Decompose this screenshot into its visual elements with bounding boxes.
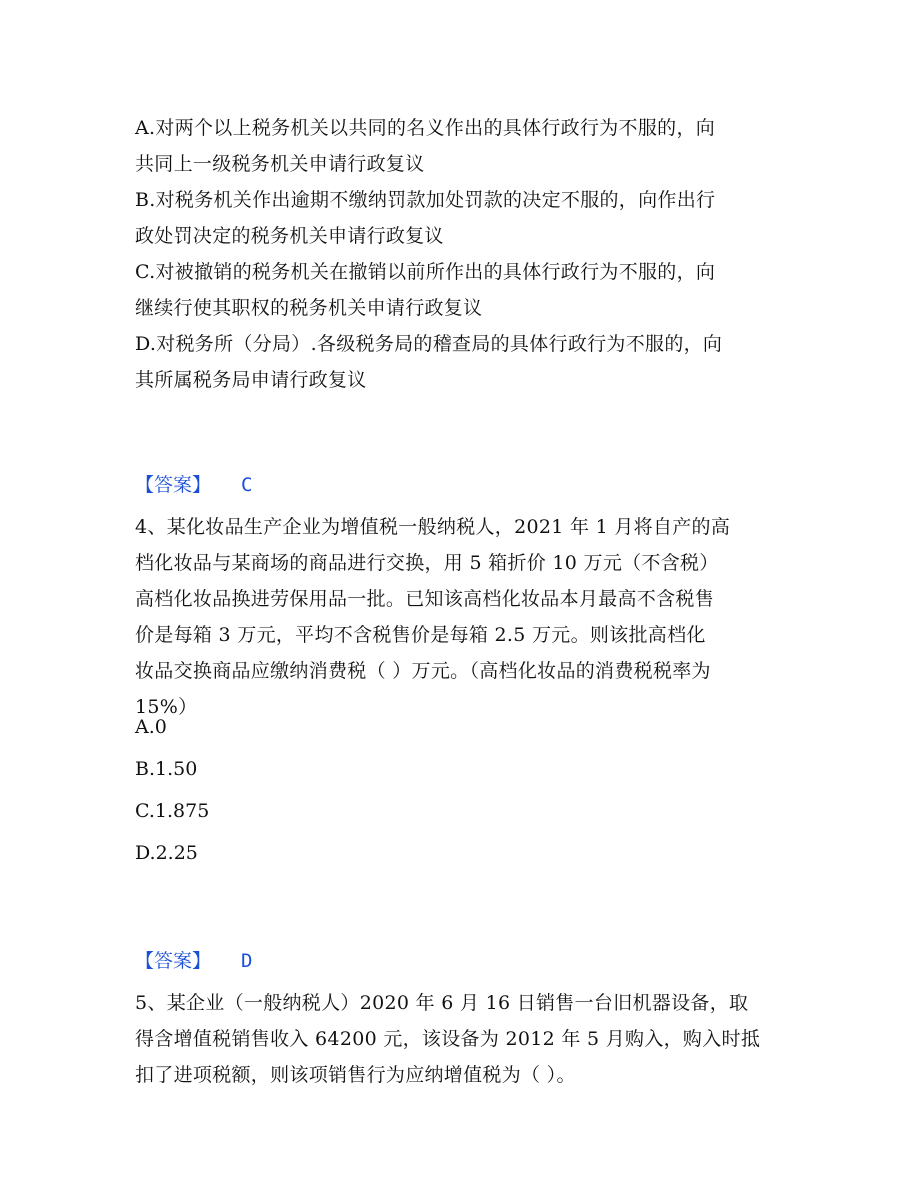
q4-option-c: C.1.875 <box>135 800 210 822</box>
q3-option-b-line1: B.对税务机关作出逾期不缴纳罚款加处罚款的决定不服的，向作出行 <box>135 189 716 211</box>
answer-label: 【答案】 <box>135 950 212 972</box>
q4-answer <box>135 948 252 974</box>
q4-line: 高档化妆品换进劳保用品一批。已知该高档化妆品本月最高不含税售 <box>135 588 715 610</box>
q4-option-a: A.0 <box>135 716 167 738</box>
answer-value: C <box>241 474 253 496</box>
q3-option-a-line1: A.对两个以上税务机关以共同的名义作出的具体行政行为不服的，向 <box>135 117 716 139</box>
q4-line: 档化妆品与某商场的商品进行交换，用 5 箱折价 10 万元（不含税） <box>135 552 719 574</box>
q3-option-c-line2: 继续行使其职权的税务机关申请行政复议 <box>135 297 483 319</box>
q3-option-d-line2: 其所属税务局申请行政复议 <box>135 369 367 391</box>
q4-line: 15%） <box>135 696 198 718</box>
q3-option-b <box>135 182 785 254</box>
q5-question <box>135 985 785 1093</box>
q5-line: 5、某企业（一般纳税人）2020 年 6 月 16 日销售一台旧机器设备，取 <box>135 992 749 1014</box>
q4-option-d: D.2.25 <box>135 842 198 864</box>
q4-line: 价是每箱 3 万元，平均不含税售价是每箱 2.5 万元。则该批高档化 <box>135 624 706 646</box>
q3-option-a <box>135 110 785 182</box>
q3-option-a-line2: 共同上一级税务机关申请行政复议 <box>135 153 425 175</box>
answer-label: 【答案】 <box>135 474 212 496</box>
q3-option-c-line1: C.对被撤销的税务机关在撤销以前所作出的具体行政行为不服的，向 <box>135 261 716 283</box>
q4-option-b: B.1.50 <box>135 758 198 780</box>
q5-line: 扣了进项税额，则该项销售行为应纳增值税为（ ）。 <box>135 1064 576 1086</box>
q3-answer <box>135 472 252 498</box>
q4-line: 4、某化妆品生产企业为增值税一般纳税人，2021 年 1 月将自产的高 <box>135 516 731 538</box>
answer-value: D <box>241 950 253 972</box>
q3-option-d <box>135 326 785 398</box>
q5-line: 得含增值税销售收入 64200 元，该设备为 2012 年 5 月购入，购入时抵 <box>135 1028 761 1050</box>
q3-option-d-line1: D.对税务所（分局）.各级税务局的稽查局的具体行政行为不服的，向 <box>135 333 723 355</box>
q3-option-c <box>135 254 785 326</box>
q4-line: 妆品交换商品应缴纳消费税（ ）万元。（高档化妆品的消费税税率为 <box>135 660 711 682</box>
q4-question <box>135 509 785 725</box>
q3-option-b-line2: 政处罚决定的税务机关申请行政复议 <box>135 225 444 247</box>
